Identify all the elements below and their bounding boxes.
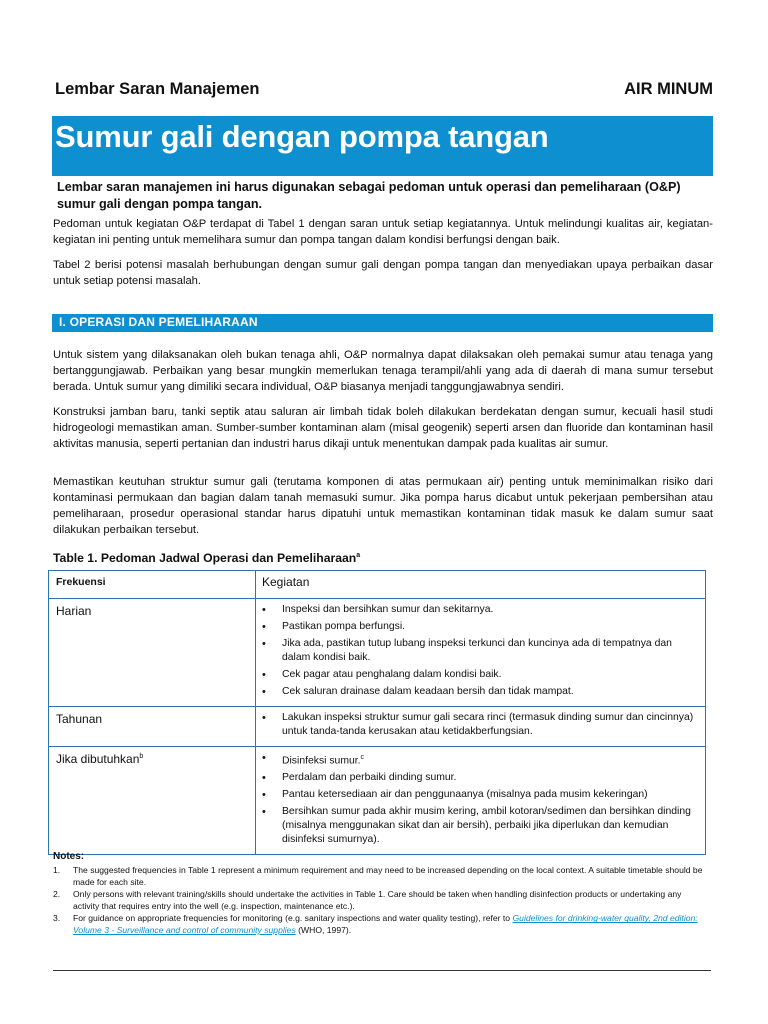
section-paragraph-3: Memastikan keutuhan struktur sumur gali (terutama komponen di atas permukaan air) penting untuk meminimalkan risiko dari kontaminasi permukaan dan bagian dalam tanah memasuki sumur. Jika pompa harus dicabut untuk pekerjaan pembersihan atau pemeliharaan, prosedur operasional standar harus dipatuhi untuk memastikan kontaminan tidak masuk ke dalam sumur saat dilakukan perbaikan tersebut. <box>53 476 713 536</box>
list-item: • Pantau ketersediaan air dan penggunaanya (misalnya pada musim kekeringan) <box>282 788 697 802</box>
note-item: 2. Only persons with relevant training/skills should undertake the activities in Table 1. Care should be taken when handling disinfection products or undertaking any activity that requires entry into the well (e.g. inspection, maintenance etc.). <box>53 889 682 911</box>
caption-footnote-mark: a <box>356 551 361 559</box>
list-item: • Perdalam dan perbaiki dinding sumur. <box>282 771 697 785</box>
section-paragraph-2: Konstruksi jamban baru, tanki septik atau saluran air limbah tidak boleh dilakukan berdekatan dengan sumur, kecuali hasil studi hidrogeologi memastikan aman. Sumber-sumber kontaminan alam (misal geogenik) seperti arsen dan fluoride dan kontaminan hasil aktivitas manusia, seperti pertanian dan industri harus dikaji untuk menentukan dampak pada kualitas air sumur. <box>53 406 713 450</box>
column-header-activity: Kegiatan <box>256 571 706 599</box>
column-header-frequency: Frekuensi <box>49 571 256 599</box>
row-activities-daily <box>256 599 706 707</box>
notes-list <box>53 865 703 938</box>
guidelines-link[interactable]: Guidelines for drinking-water quality, 2nd edition: Volume 3 - Surveillance and control of community supplies <box>73 913 698 935</box>
list-item: • Bersihkan sumur pada akhir musim kering, ambil kotoran/sedimen dan bersihkan dinding (misalnya menggunakan sikat dan air bersih), perbaiki jika diperlukan dan kemudian disinfeksi sumurnya). <box>282 805 697 847</box>
list-item: • Jika ada, pastikan tutup lubang inspeksi terkunci dan kuncinya ada di tempatnya dan dalam kondisi baik. <box>282 637 697 665</box>
list-item: • Lakukan inspeksi struktur sumur gali secara rinci (termasuk dinding sumur dan cincinnya) untuk tanda-tanda kerusakan atau ketidakberfungsian. <box>282 711 697 739</box>
section-heading-bar <box>52 314 713 332</box>
header-right: AIR MINUM <box>624 79 713 98</box>
list-item: • Cek pagar atau penghalang dalam kondisi baik. <box>282 668 697 682</box>
list-item: • Cek saluran drainase dalam keadaan bersih dan tidak mampat. <box>282 685 697 699</box>
footnote-mark: b <box>139 753 144 760</box>
schedule-table <box>48 570 706 855</box>
note-item: 1. The suggested frequencies in Table 1 represent a minimum requirement and may need to be increased depending on the local context. A suitable timetable should be made for each site. <box>53 865 703 887</box>
section-paragraph-1: Untuk sistem yang dilaksanakan oleh bukan tenaga ahli, O&P normalnya dapat dilaksakan oleh pemakai sumur atau tenaga yang bertanggungjawab. Perbaikan yang besar mungkin memerlukan tenaga terampil/ahli yang ada di daerah di mana sumur tersebut berada. Untuk sumur yang dimiliki secara individual, O&P biasanya menjadi tanggungjawabnya sendiri. <box>53 349 713 393</box>
row-activities-yearly <box>256 707 706 747</box>
table-row <box>49 747 706 855</box>
title-banner <box>52 116 713 176</box>
notes-title: Notes: <box>53 851 85 862</box>
footnote-mark: c <box>360 754 365 761</box>
row-label-yearly: Tahunan <box>49 707 256 747</box>
table-row <box>49 599 706 707</box>
intro-paragraph-2: Tabel 2 berisi potensi masalah berhubungan dengan sumur gali dengan pompa tangan dan menyediakan upaya perbaikan dasar untuk setiap potensi masalah. <box>53 259 713 287</box>
note-item: 3. For guidance on appropriate frequencies for monitoring (e.g. sanitary inspections and water quality testing), refer to Guidelines for drinking-water quality, 2nd edition: Volume 3 - Surveillance and control of community supplies (WHO, 1997). <box>53 913 698 935</box>
intro-bold-text: Lembar saran manajemen ini harus digunakan sebagai pedoman untuk operasi dan pemeliharaan (O&P) sumur gali dengan pompa tangan. <box>57 180 681 211</box>
header-left: Lembar Saran Manajemen <box>55 79 260 98</box>
row-label-as-needed: Jika dibutuhkan$^b$ <box>49 747 256 855</box>
list-item: • Pastikan pompa berfungsi. <box>282 620 697 634</box>
table-header-row <box>49 571 706 599</box>
footer-divider <box>53 970 711 971</box>
intro-paragraph-1: Pedoman untuk kegiatan O&P terdapat di Tabel 1 dengan saran untuk setiap kegiatannya. Untuk melindungi kualitas air, kegiatan-kegiatan ini penting untuk memelihara sumur dan pompa tangan dalam kondisi berfungsi dengan baik. <box>53 218 713 246</box>
table-row <box>49 707 706 747</box>
list-item: • Inspeksi dan bersihkan sumur dan sekitarnya. <box>282 603 697 617</box>
table-caption: Table 1. Pedoman Jadwal Operasi dan Pemeliharaan$^a$ <box>53 551 361 565</box>
page-header <box>55 78 713 100</box>
row-activities-as-needed <box>256 747 706 855</box>
page-title: Sumur gali dengan pompa tangan <box>55 119 549 154</box>
row-label-daily: Harian <box>49 599 256 707</box>
section-heading: I. OPERASI DAN PEMELIHARAAN <box>59 315 258 329</box>
list-item: • Disinfeksi sumur.$^c$ <box>282 751 697 768</box>
